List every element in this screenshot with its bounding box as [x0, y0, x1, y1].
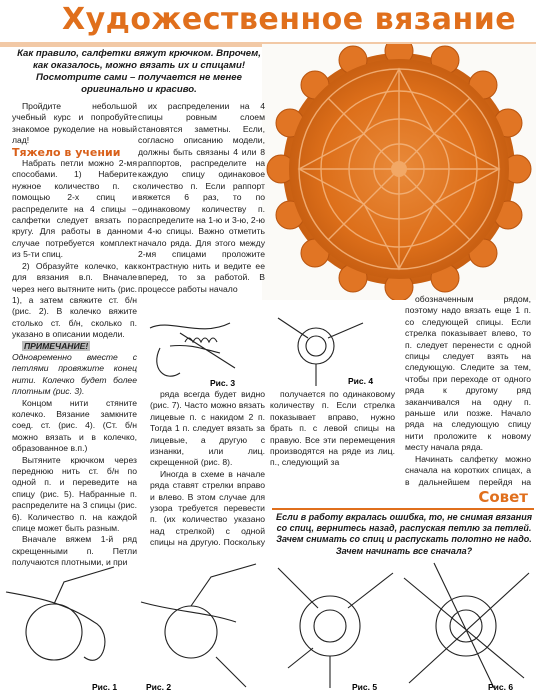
paragraph: обозначенным рядом, поэтому надо вязать еще 1 п. со следующей спицы. Если стрелка показывает влево, то п. следует перенести с одной спицы следует взять на следующую. Следите за тем, чтобы при переходе от одного ряда к другому ряд заканчивался на одну п. раньше или позже. Начало ряда на следующую спицу нити проложите к новому месту начала ряда. [405, 294, 531, 453]
doily-photo [262, 44, 536, 300]
note-label: ПРИМЕЧАНИЕ! [24, 340, 89, 351]
tip-box [272, 488, 534, 556]
figure-6-diagram [404, 558, 534, 696]
section-heading: Тяжело в учении [12, 145, 121, 159]
paragraph: Пройдите небольшой учебный курс и попробуйте знакомое рукоделие на новый лад! [12, 101, 137, 146]
paragraph: их распределении на 4 спицы ровным слоем становятся заметны. Если, согласно описанию модели, должны быть связаны 4 или 8 раппортов, распределите на каждую спицу одинаковое количество п. Если раппорт вяжется 6 раз, то по одинаковому количеству п. распределите на 1-ю и 3-ю, 2-ю и 4-ю спицы. Важно отметить начало ряда. Для этого между 2-мя спицами проложите контрастную нить и ведите ее вперед, то за работой. В процессе работы начало [138, 101, 265, 294]
figure-4-label: Рис. 4 [348, 376, 374, 386]
tip-divider [272, 508, 534, 510]
tip-heading: Совет [478, 488, 528, 506]
figure-1-label: Рис. 1 [92, 682, 118, 692]
paragraph: Набрать петли можно 2-мя способами. 1) Наберите нужное количество п. с помощью 2-х спиц и распределите на 4 спицы – салфетки следует вязать по кругу. Для работы в данном случае потребуется комплект из 5-ти спиц. [12, 158, 137, 260]
figure-2-diagram [136, 562, 264, 696]
paragraph: Концом нити стяните колечко. Вязание замкните соед. ст. (рис. 4). (Ст. б/н можно вязать и в колечко, образованное в.п.) [12, 397, 137, 454]
column-2 [138, 101, 265, 301]
column-4 [270, 389, 395, 484]
figure-2-label: Рис. 2 [146, 682, 172, 692]
column-3 [150, 389, 265, 549]
figure-4-diagram [268, 308, 378, 390]
column-1 [12, 101, 137, 569]
paragraph: ряда всегда будет видно (рис. 7). Часто можно вязать лицевые п. с накидом 2 п. Тогда 1 п. следует вязать за лицевые, а другую с изнанки, или лиц. скрещенной (рис. 8). [150, 389, 265, 468]
paragraph: получается по одинаковому количеству п. Если стрелка показывает вправо, нужно брать п. с левой спицы на правую. Все эти перемещения производятся на ряде из лиц. п., следующий за [270, 389, 395, 468]
paragraph: 2) Образуйте колечко, как для вязания в.п. Вначале через него вытяните нить (рис. 1), а затем свяжите ст. б/н (рис. 2). В колечко вяжите столько ст. б/н, сколько п. указано в описании модели. [12, 260, 137, 340]
figure-5-diagram [268, 558, 398, 696]
note-text: Одновременно вместе с петлями провяжите конец нити. Колечко будет более плотным (рис. 3). [12, 351, 137, 397]
page-header [0, 2, 536, 42]
tip-text: Если в работу вкралась ошибка, то, не снимая вязания со спиц, вернитесь назад, распуская петлю за петлей. Зачем снимать со спиц и распускать полотно не надо. Зачем начинать все сначала? [276, 512, 532, 556]
column-5 [405, 294, 531, 489]
paragraph: Вначале вяжем 1-й ряд скрещенными п. Петли получаются плотными, и при [12, 534, 137, 568]
figure-5-label: Рис. 5 [352, 682, 378, 692]
doily-image [262, 44, 536, 300]
figure-3-diagram [140, 308, 250, 390]
figure-6-label: Рис. 6 [488, 682, 514, 692]
note-block [12, 341, 137, 398]
page-title: Художественное вязание [62, 2, 517, 37]
paragraph: Иногда в схеме в начале ряда ставят стрелки вправо и влево. В этом случае для узора требуется перевести п. (их количество указано над стрелкой) с одной спицы на другую. Поскольку [150, 468, 265, 548]
figure-3-label: Рис. 3 [210, 378, 236, 388]
figure-1-diagram [4, 562, 132, 696]
intro-text: Как правило, салфетки вяжут крючком. Впрочем, как оказалось, можно вязать их и спицами! Посмотрите сами – получается не менее оригинально и красиво. [17, 48, 261, 95]
paragraph: Вытяните крючком через переднюю нить ст. б/н по одной п. и переведите на спицу (рис. 5). Набранные п. распределите на 3 спицы (рис. 6). Количество п. на каждой спице может быть разным. [12, 454, 137, 534]
paragraph: Начинать салфетку можно сначала на коротких спицах, а в дальнейшем перейдя на [405, 453, 531, 487]
